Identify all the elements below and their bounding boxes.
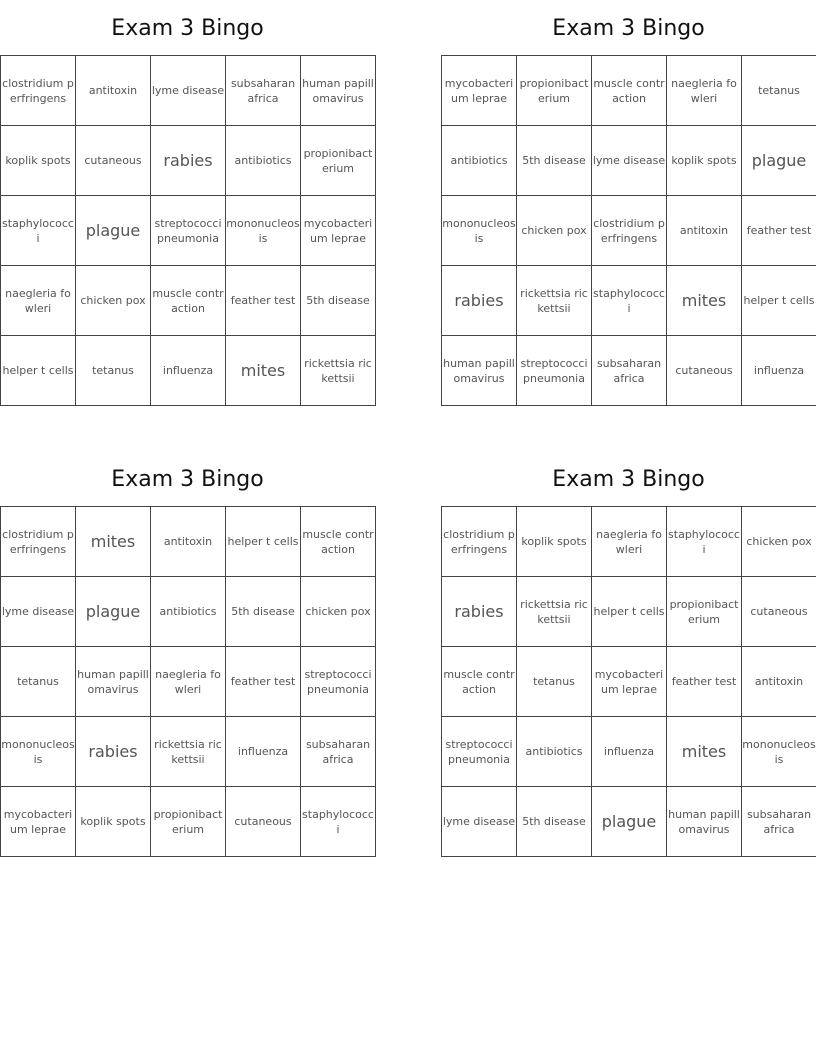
- bingo-cell: antibiotics: [226, 126, 301, 196]
- bingo-cell: antitoxin: [76, 56, 151, 126]
- bingo-cell: naegleria fowleri: [592, 507, 667, 577]
- bingo-cell: influenza: [742, 336, 816, 406]
- bingo-cell: 5th disease: [517, 787, 592, 857]
- bingo-cell: feather test: [667, 647, 742, 717]
- bingo-card-2: [441, 0, 816, 406]
- bingo-row: [1, 717, 376, 787]
- bingo-row: [1, 507, 376, 577]
- bingo-cell: subsaharan africa: [592, 336, 667, 406]
- bingo-cell: plague: [742, 126, 816, 196]
- bingo-cell: influenza: [226, 717, 301, 787]
- bingo-card-1: [0, 0, 375, 406]
- bingo-cell: mononucleosis: [226, 196, 301, 266]
- bingo-row: [1, 577, 376, 647]
- bingo-cell: plague: [592, 787, 667, 857]
- bingo-cell: clostridium perfringens: [1, 56, 76, 126]
- bingo-cell: human papillomavirus: [76, 647, 151, 717]
- bingo-cell: human papillomavirus: [442, 336, 517, 406]
- bingo-cell: antibiotics: [517, 717, 592, 787]
- card-title: Exam 3 Bingo: [552, 16, 705, 41]
- bingo-cell: mononucleosis: [742, 717, 816, 787]
- card-title: Exam 3 Bingo: [111, 16, 264, 41]
- bingo-cell: helper t cells: [592, 577, 667, 647]
- bingo-cell: antitoxin: [742, 647, 816, 717]
- bingo-row: [442, 647, 816, 717]
- bingo-cell: propionibacterium: [517, 56, 592, 126]
- bingo-cell: propionibacterium: [667, 577, 742, 647]
- bingo-cell: rickettsia rickettsii: [517, 577, 592, 647]
- bingo-card-4: [441, 451, 816, 857]
- bingo-cell: cutaneous: [226, 787, 301, 857]
- bingo-row: [442, 336, 816, 406]
- bingo-row: [442, 196, 816, 266]
- bingo-cell: subsaharan africa: [301, 717, 376, 787]
- bingo-grid: [441, 506, 816, 857]
- bingo-cell: tetanus: [742, 56, 816, 126]
- bingo-cell: lyme disease: [442, 787, 517, 857]
- bingo-cell: cutaneous: [667, 336, 742, 406]
- bingo-cell: staphylococci: [592, 266, 667, 336]
- bingo-cell: chicken pox: [742, 507, 816, 577]
- bingo-cell: koplik spots: [1, 126, 76, 196]
- bingo-grid: [441, 55, 816, 406]
- bingo-cell: 5th disease: [301, 266, 376, 336]
- bingo-cell: rabies: [442, 266, 517, 336]
- bingo-row: [442, 577, 816, 647]
- bingo-cell: mites: [667, 266, 742, 336]
- bingo-cell: propionibacterium: [301, 126, 376, 196]
- bingo-cell: staphylococci: [667, 507, 742, 577]
- bingo-cell: chicken pox: [76, 266, 151, 336]
- bingo-cell: chicken pox: [301, 577, 376, 647]
- bingo-row: [1, 126, 376, 196]
- bingo-cell: naegleria fowleri: [151, 647, 226, 717]
- bingo-cell: cutaneous: [742, 577, 816, 647]
- bingo-cell: streptococci pneumonia: [301, 647, 376, 717]
- bingo-cell: mites: [667, 717, 742, 787]
- bingo-cell: propionibacterium: [151, 787, 226, 857]
- bingo-row: [1, 266, 376, 336]
- bingo-row: [442, 126, 816, 196]
- bingo-cell: antitoxin: [667, 196, 742, 266]
- bingo-cell: subsaharan africa: [226, 56, 301, 126]
- bingo-cell: mononucleosis: [1, 717, 76, 787]
- bingo-row: [1, 56, 376, 126]
- bingo-cell: tetanus: [517, 647, 592, 717]
- bingo-cell: staphylococci: [301, 787, 376, 857]
- bingo-cell: antibiotics: [442, 126, 517, 196]
- bingo-cell: muscle contraction: [442, 647, 517, 717]
- bingo-cell: muscle contraction: [151, 266, 226, 336]
- bingo-cell: influenza: [151, 336, 226, 406]
- bingo-cell: chicken pox: [517, 196, 592, 266]
- bingo-cell: antibiotics: [151, 577, 226, 647]
- bingo-cell: mycobacterium leprae: [592, 647, 667, 717]
- bingo-row: [442, 266, 816, 336]
- bingo-cell: mycobacterium leprae: [442, 56, 517, 126]
- bingo-cell: naegleria fowleri: [667, 56, 742, 126]
- bingo-cell: rickettsia rickettsii: [301, 336, 376, 406]
- bingo-row: [1, 647, 376, 717]
- bingo-cell: mycobacterium leprae: [1, 787, 76, 857]
- bingo-row: [442, 507, 816, 577]
- bingo-cell: rabies: [442, 577, 517, 647]
- bingo-row: [1, 336, 376, 406]
- bingo-cell: koplik spots: [667, 126, 742, 196]
- bingo-cell: human papillomavirus: [667, 787, 742, 857]
- bingo-cell: tetanus: [1, 647, 76, 717]
- bingo-cell: antitoxin: [151, 507, 226, 577]
- bingo-cell: mononucleosis: [442, 196, 517, 266]
- bingo-cell: feather test: [226, 647, 301, 717]
- bingo-cell: clostridium perfringens: [442, 507, 517, 577]
- card-title: Exam 3 Bingo: [111, 467, 264, 492]
- bingo-cell: koplik spots: [517, 507, 592, 577]
- bingo-cell: clostridium perfringens: [1, 507, 76, 577]
- bingo-grid: [0, 55, 376, 406]
- bingo-cell: rabies: [76, 717, 151, 787]
- bingo-row: [442, 56, 816, 126]
- bingo-cell: lyme disease: [592, 126, 667, 196]
- bingo-cell: naegleria fowleri: [1, 266, 76, 336]
- bingo-cell: tetanus: [76, 336, 151, 406]
- bingo-card-3: [0, 451, 375, 857]
- bingo-cell: influenza: [592, 717, 667, 787]
- bingo-grid: [0, 506, 376, 857]
- bingo-cell: mites: [76, 507, 151, 577]
- bingo-cell: 5th disease: [517, 126, 592, 196]
- bingo-cell: feather test: [742, 196, 816, 266]
- bingo-row: [1, 196, 376, 266]
- bingo-cell: clostridium perfringens: [592, 196, 667, 266]
- bingo-cell: subsaharan africa: [742, 787, 816, 857]
- bingo-cell: helper t cells: [226, 507, 301, 577]
- bingo-row: [442, 717, 816, 787]
- bingo-cell: rabies: [151, 126, 226, 196]
- bingo-row: [442, 787, 816, 857]
- bingo-cell: feather test: [226, 266, 301, 336]
- bingo-cell: 5th disease: [226, 577, 301, 647]
- bingo-cell: koplik spots: [76, 787, 151, 857]
- bingo-cell: muscle contraction: [301, 507, 376, 577]
- bingo-cell: rickettsia rickettsii: [517, 266, 592, 336]
- bingo-cell: mycobacterium leprae: [301, 196, 376, 266]
- bingo-cell: helper t cells: [742, 266, 816, 336]
- card-title: Exam 3 Bingo: [552, 467, 705, 492]
- bingo-cell: staphylococci: [1, 196, 76, 266]
- bingo-cell: lyme disease: [1, 577, 76, 647]
- bingo-row: [1, 787, 376, 857]
- bingo-cell: human papillomavirus: [301, 56, 376, 126]
- bingo-cell: muscle contraction: [592, 56, 667, 126]
- bingo-cell: plague: [76, 577, 151, 647]
- bingo-cell: streptococci pneumonia: [517, 336, 592, 406]
- bingo-cell: helper t cells: [1, 336, 76, 406]
- bingo-cell: rickettsia rickettsii: [151, 717, 226, 787]
- bingo-cell: plague: [76, 196, 151, 266]
- bingo-cell: lyme disease: [151, 56, 226, 126]
- bingo-cell: streptococci pneumonia: [151, 196, 226, 266]
- bingo-cell: streptococci pneumonia: [442, 717, 517, 787]
- bingo-cell: mites: [226, 336, 301, 406]
- bingo-cell: cutaneous: [76, 126, 151, 196]
